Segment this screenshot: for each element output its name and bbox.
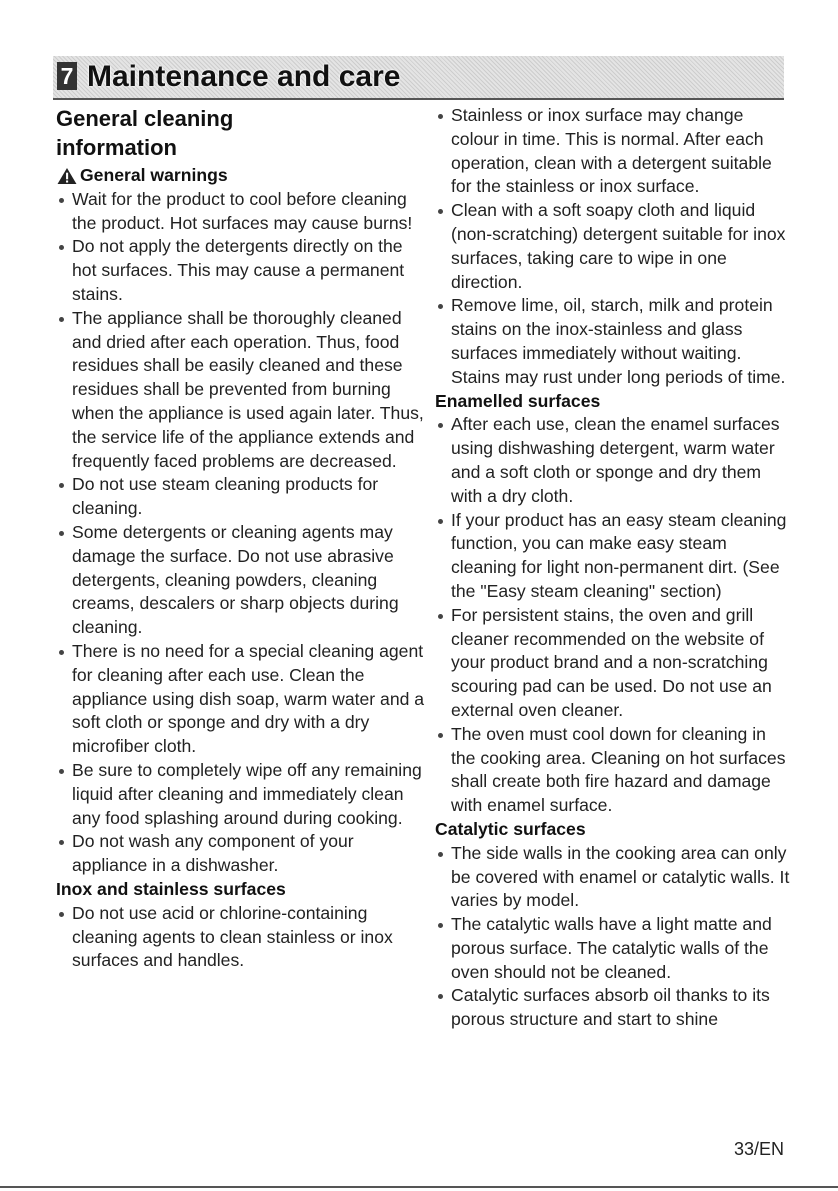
list-item: Do not use steam cleaning products for cleaning.	[56, 473, 426, 521]
enamel-list	[435, 413, 790, 818]
list-item: For persistent stains, the oven and grill cleaner recommended on the website of your product brand and a non-scratching scouring pad can be used. Do not use an external oven cleaner.	[435, 604, 790, 723]
list-item: Stainless or inox surface may change colour in time. This is normal. After each operation, clean with a detergent suitable for the stainless or inox surface.	[435, 104, 790, 199]
list-item: The side walls in the cooking area can only be covered with enamel or catalytic walls. It varies by model.	[435, 842, 790, 913]
catalytic-list	[435, 842, 790, 1032]
list-item: Remove lime, oil, starch, milk and protein stains on the inox-stainless and glass surfaces immediately without waiting. Stains may rust under long periods of time.	[435, 294, 790, 389]
list-item: Do not use acid or chlorine-containing cleaning agents to clean stainless or inox surfaces and handles.	[56, 902, 426, 973]
general-warnings-heading	[56, 164, 426, 188]
list-item: Be sure to completely wipe off any remaining liquid after cleaning and immediately clean any food splashing around during cooking.	[56, 759, 426, 830]
list-item: If your product has an easy steam cleaning function, you can make easy steam cleaning for light non-permanent dirt. (See the "Easy steam cleaning" section)	[435, 509, 790, 604]
inox-list-continued	[435, 104, 790, 390]
section-title	[56, 104, 426, 162]
general-warnings-label: General warnings	[80, 165, 228, 185]
list-item: After each use, clean the enamel surfaces using dishwashing detergent, warm water and a soft cloth or sponge and dry them with a dry cloth.	[435, 413, 790, 508]
right-column	[435, 104, 790, 1032]
list-item: Catalytic surfaces absorb oil thanks to its porous structure and start to shine	[435, 984, 790, 1032]
warning-triangle-icon	[56, 167, 78, 185]
catalytic-heading: Catalytic surfaces	[435, 818, 586, 839]
enamel-heading: Enamelled surfaces	[435, 390, 601, 411]
list-item: The catalytic walls have a light matte and porous surface. The catalytic walls of the oven should not be cleaned.	[435, 913, 790, 984]
list-item: The oven must cool down for cleaning in the cooking area. Cleaning on hot surfaces shall create both fire hazard and damage with enamel surface.	[435, 723, 790, 818]
warnings-list	[56, 188, 426, 878]
left-column	[56, 104, 426, 973]
section-title-line2: information	[56, 135, 177, 160]
list-item: Do not apply the detergents directly on the hot surfaces. This may cause a permanent stains.	[56, 235, 426, 306]
list-item: The appliance shall be thoroughly cleaned and dried after each operation. Thus, food residues shall be easily cleaned and these residues shall be prevented from burning when the appliance is used again later. Thus, the service life of the appliance extends and frequently faced problems are decreased.	[56, 307, 426, 474]
chapter-header-bar	[53, 56, 784, 100]
list-item: Some detergents or cleaning agents may damage the surface. Do not use abrasive detergents, cleaning powders, cleaning creams, descalers or sharp objects during cleaning.	[56, 521, 426, 640]
list-item: Clean with a soft soapy cloth and liquid (non-scratching) detergent suitable for inox surfaces, taking care to wipe in one direction.	[435, 199, 790, 294]
chapter-number-badge: 7	[57, 62, 77, 90]
inox-heading: Inox and stainless surfaces	[56, 878, 286, 899]
list-item: Do not wash any component of your appliance in a dishwasher.	[56, 830, 426, 878]
section-title-line1: General cleaning	[56, 106, 234, 131]
inox-list	[56, 902, 426, 973]
list-item: There is no need for a special cleaning agent for cleaning after each use. Clean the appliance using dish soap, warm water and a soft cloth or sponge and dry with a dry microfiber cloth.	[56, 640, 426, 759]
chapter-title: Maintenance and care	[87, 60, 401, 93]
bottom-divider	[0, 1186, 838, 1188]
list-item: Wait for the product to cool before cleaning the product. Hot surfaces may cause burns!	[56, 188, 426, 236]
page-number: 33/EN	[733, 1139, 784, 1159]
